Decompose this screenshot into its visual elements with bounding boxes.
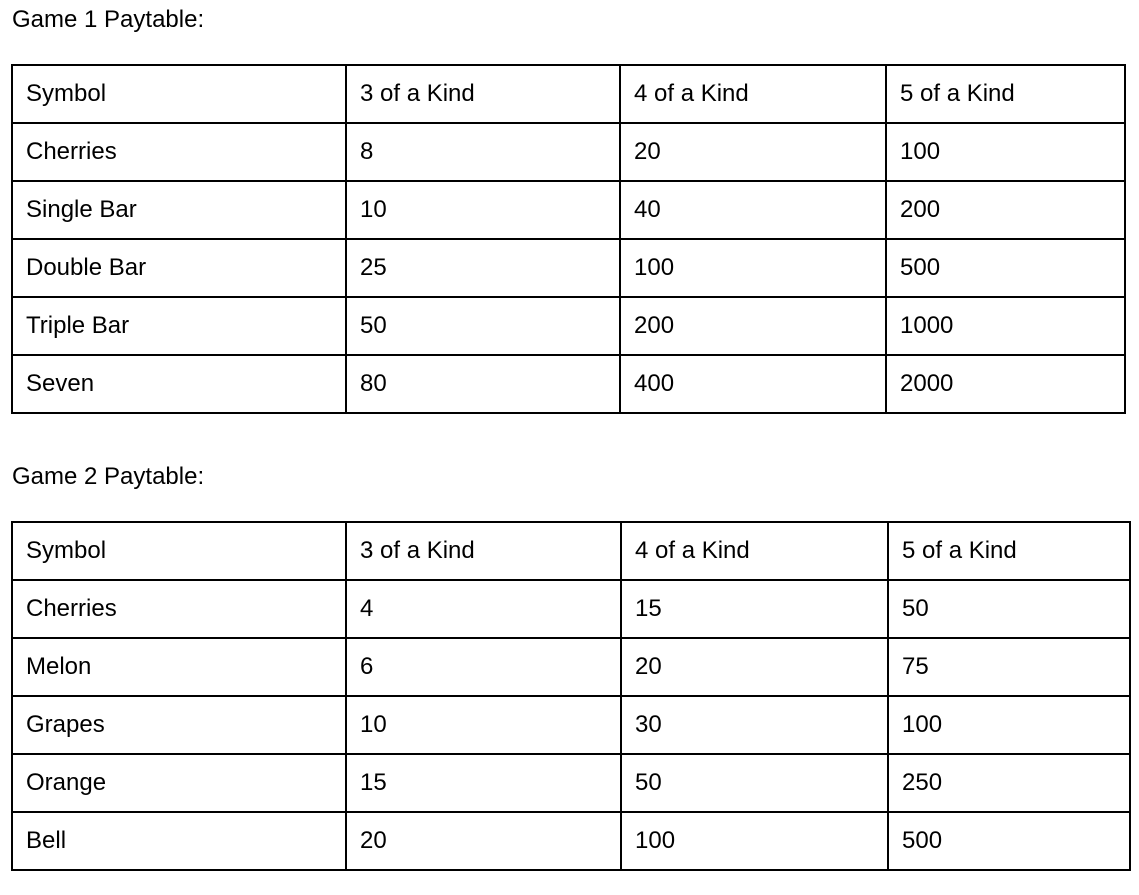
payout-cell: 50 <box>621 754 888 812</box>
table-header-row <box>12 65 1125 123</box>
table-header-row <box>12 522 1130 580</box>
payout-cell: 6 <box>346 638 621 696</box>
table-row <box>12 123 1125 181</box>
symbol-cell: Cherries <box>12 123 346 181</box>
payout-cell: 50 <box>888 580 1130 638</box>
symbol-cell: Melon <box>12 638 346 696</box>
table-row <box>12 638 1130 696</box>
symbol-cell: Triple Bar <box>12 297 346 355</box>
payout-cell: 100 <box>886 123 1125 181</box>
table-row <box>12 239 1125 297</box>
payout-cell: 50 <box>346 297 620 355</box>
payout-cell: 2000 <box>886 355 1125 413</box>
header-cell: 4 of a Kind <box>620 65 886 123</box>
header-cell: 5 of a Kind <box>888 522 1130 580</box>
payout-cell: 4 <box>346 580 621 638</box>
payout-cell: 200 <box>620 297 886 355</box>
payout-cell: 500 <box>886 239 1125 297</box>
table-row <box>12 754 1130 812</box>
payout-cell: 30 <box>621 696 888 754</box>
table-row <box>12 181 1125 239</box>
symbol-cell: Single Bar <box>12 181 346 239</box>
symbol-cell: Seven <box>12 355 346 413</box>
symbol-cell: Cherries <box>12 580 346 638</box>
header-cell: 5 of a Kind <box>886 65 1125 123</box>
payout-cell: 8 <box>346 123 620 181</box>
payout-cell: 15 <box>346 754 621 812</box>
payout-cell: 15 <box>621 580 888 638</box>
header-cell: 3 of a Kind <box>346 65 620 123</box>
payout-cell: 400 <box>620 355 886 413</box>
payout-cell: 250 <box>888 754 1130 812</box>
payout-cell: 500 <box>888 812 1130 870</box>
symbol-cell: Orange <box>12 754 346 812</box>
game2-paytable <box>11 521 1131 871</box>
payout-cell: 1000 <box>886 297 1125 355</box>
payout-cell: 25 <box>346 239 620 297</box>
payout-cell: 80 <box>346 355 620 413</box>
game1-paytable <box>11 64 1126 414</box>
header-cell: 3 of a Kind <box>346 522 621 580</box>
table-row <box>12 696 1130 754</box>
header-cell: 4 of a Kind <box>621 522 888 580</box>
payout-cell: 20 <box>620 123 886 181</box>
payout-cell: 100 <box>621 812 888 870</box>
table-row <box>12 297 1125 355</box>
table-row <box>12 355 1125 413</box>
symbol-cell: Bell <box>12 812 346 870</box>
payout-cell: 10 <box>346 181 620 239</box>
payout-cell: 20 <box>346 812 621 870</box>
payout-cell: 100 <box>620 239 886 297</box>
header-cell: Symbol <box>12 522 346 580</box>
payout-cell: 10 <box>346 696 621 754</box>
table-row <box>12 812 1130 870</box>
payout-cell: 75 <box>888 638 1130 696</box>
payout-cell: 200 <box>886 181 1125 239</box>
game1-paytable-title: Game 1 Paytable: <box>12 6 205 33</box>
payout-cell: 100 <box>888 696 1130 754</box>
symbol-cell: Grapes <box>12 696 346 754</box>
symbol-cell: Double Bar <box>12 239 346 297</box>
game2-paytable-title: Game 2 Paytable: <box>12 463 205 490</box>
table-row <box>12 580 1130 638</box>
payout-cell: 20 <box>621 638 888 696</box>
payout-cell: 40 <box>620 181 886 239</box>
header-cell: Symbol <box>12 65 346 123</box>
